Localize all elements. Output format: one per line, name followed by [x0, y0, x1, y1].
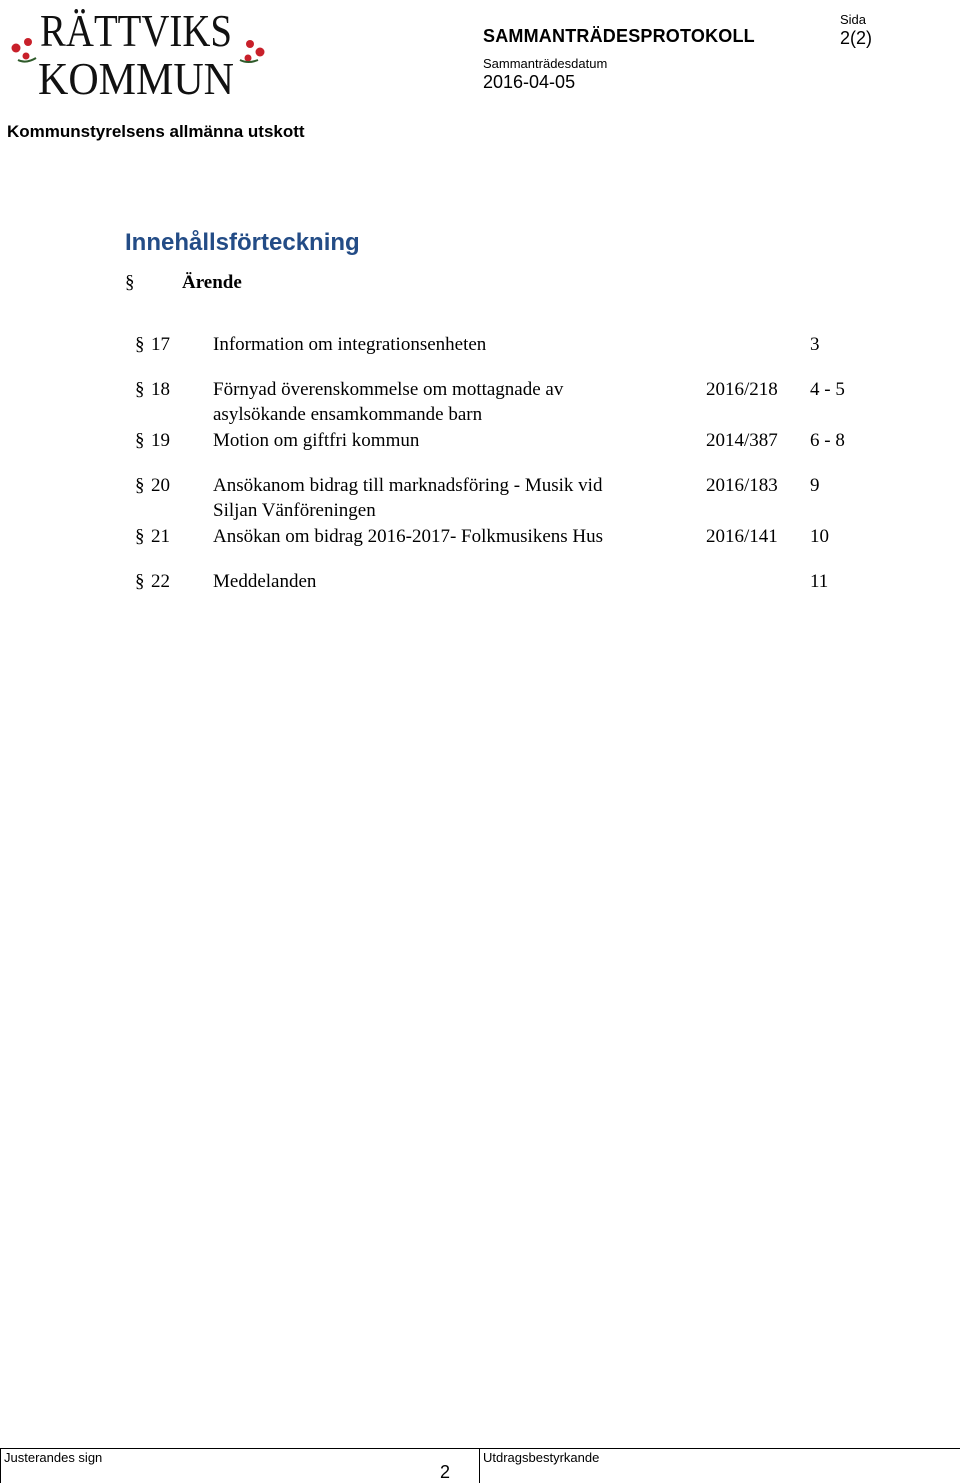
row-diarienummer: 2016/141 — [706, 526, 778, 547]
row-number: 20 — [151, 475, 170, 496]
row-title: Meddelanden — [213, 571, 317, 592]
footer-divider-left — [0, 1448, 1, 1483]
meeting-date: 2016-04-05 — [483, 72, 576, 92]
utdragsbestyrkande-label: Utdragsbestyrkande — [483, 1450, 600, 1465]
justerandes-sign-label: Justerandes sign — [4, 1450, 103, 1465]
row-number: 19 — [151, 430, 170, 451]
logo-flowers-right — [240, 40, 265, 62]
page-label: Sida — [840, 12, 867, 27]
logo-line1: RÄTTVIKS — [40, 5, 232, 56]
row-section-sign: § — [135, 430, 145, 451]
row-title: Information om integrationsenheten — [213, 334, 487, 355]
row-title: Motion om giftfri kommun — [213, 430, 420, 451]
page-count: 2(2) — [840, 28, 873, 48]
row-title: Ansökanom bidrag till marknadsföring - Musik vid — [213, 475, 603, 496]
row-page: 9 — [810, 475, 820, 496]
row-number: 21 — [151, 526, 170, 547]
row-page: 11 — [810, 571, 829, 592]
row-number: 17 — [151, 334, 170, 355]
row-diarienummer: 2016/218 — [706, 379, 778, 400]
row-section-sign: § — [135, 334, 145, 355]
row-section-sign: § — [135, 475, 145, 496]
row-title-continued: Siljan Vänföreningen — [213, 500, 376, 521]
row-title-continued: asylsökande ensamkommande barn — [213, 404, 483, 425]
logo-line2: KOMMUN — [38, 53, 234, 100]
committee-name: Kommunstyrelsens allmänna utskott — [7, 122, 305, 141]
row-section-sign: § — [135, 526, 145, 547]
column-section-header: § — [125, 272, 135, 293]
footer-divider-middle — [479, 1448, 480, 1483]
row-page: 4 - 5 — [810, 379, 845, 400]
meeting-date-label: Sammanträdesdatum — [483, 56, 608, 71]
row-title: Förnyad överenskommelse om mottagnade av — [213, 379, 564, 400]
rattviks-kommun-logo — [4, 2, 268, 100]
row-section-sign: § — [135, 571, 145, 592]
row-diarienummer: 2016/183 — [706, 475, 778, 496]
row-section-sign: § — [135, 379, 145, 400]
page-number: 2 — [440, 1462, 451, 1482]
row-page: 10 — [810, 526, 829, 547]
footer-divider — [0, 1448, 960, 1449]
toc-title: Innehållsförteckning — [125, 229, 360, 256]
row-page: 3 — [810, 334, 820, 355]
row-number: 22 — [151, 571, 170, 592]
row-diarienummer: 2014/387 — [706, 430, 778, 451]
row-title: Ansökan om bidrag 2016-2017- Folkmusikens Hus — [213, 526, 604, 547]
logo-flowers-left — [12, 38, 37, 62]
row-page: 6 - 8 — [810, 430, 845, 451]
column-arende-header: Ärende — [182, 272, 242, 293]
row-number: 18 — [151, 379, 170, 400]
document-title: SAMMANTRÄDESPROTOKOLL — [483, 26, 755, 46]
